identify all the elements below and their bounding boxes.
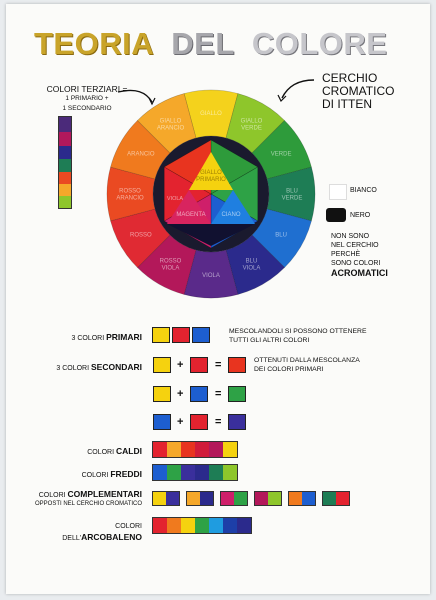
- freddi-prefix: COLORI: [81, 472, 111, 479]
- comp-5b: [302, 492, 315, 505]
- secondari-note-1: OTTENUTI DALLA MESCOLANZA: [254, 357, 360, 364]
- caldi-strip: [152, 441, 238, 458]
- wheel-segment-label: GIALLO ARANCIO: [156, 118, 185, 132]
- caldi-2: [167, 442, 181, 457]
- wheel-segment-label: ROSSO ARANCIO: [116, 188, 144, 202]
- stack-rosso-viola: [59, 132, 71, 146]
- arc-yellow: [181, 518, 195, 533]
- primari-blue: [192, 327, 210, 343]
- inner-label-magenta: MAGENTA: [176, 212, 206, 218]
- comp-pair-1: [152, 491, 180, 506]
- caldi-6: [223, 442, 237, 457]
- title-word-colore: COLORE: [251, 26, 388, 61]
- acrom-line-5: ACROMATICI: [331, 268, 388, 278]
- caldi-5: [209, 442, 223, 457]
- comp-6a: [323, 492, 336, 505]
- inner-label-ciano: CIANO: [221, 212, 241, 218]
- acromatici-note: [331, 232, 411, 278]
- caldi-prefix: COLORI: [87, 449, 117, 456]
- sec3-red: [190, 414, 208, 430]
- secondari-note: [254, 356, 360, 374]
- sec2-green: [228, 386, 246, 402]
- cerchio-line-3: DI ITTEN: [322, 97, 372, 111]
- sec1-plus: +: [177, 359, 184, 371]
- comp-3b: [234, 492, 247, 505]
- nero-swatch: [326, 208, 346, 222]
- stack-blu-viola: [59, 146, 71, 159]
- freddi-2: [167, 465, 181, 480]
- sec3-plus: +: [177, 416, 184, 428]
- primari-prefix: 3 COLORI: [71, 335, 107, 342]
- comp-pair-3: [220, 491, 248, 506]
- caldi-1: [153, 442, 167, 457]
- wheel-segment-label: GIALLO: [200, 111, 222, 117]
- arc-violet: [237, 518, 251, 533]
- secondari-strong: SECONDARI: [90, 362, 142, 372]
- comp-1a: [153, 492, 166, 505]
- sec2-plus: +: [177, 388, 184, 400]
- terziari-swatch-stack: [58, 116, 72, 209]
- bianco-swatch: [329, 184, 347, 200]
- caldi-4: [195, 442, 209, 457]
- comp-3a: [221, 492, 234, 505]
- complementari-prefix: COLORI: [38, 492, 68, 499]
- freddi-1: [153, 465, 167, 480]
- comp-4a: [255, 492, 268, 505]
- primari-note-2: TUTTI GLI ALTRI COLORI: [229, 337, 310, 344]
- comp-2b: [200, 492, 213, 505]
- wheel-segment-label: BLU VERDE: [281, 188, 303, 202]
- sec1-orange: [228, 357, 246, 373]
- stack-giallo-arancio: [59, 184, 71, 196]
- acrom-line-1: NON SONO: [331, 233, 370, 240]
- wheel-segment-label: GIALLO VERDE: [240, 118, 263, 132]
- secondari-prefix: 3 COLORI: [56, 365, 91, 372]
- sec2-equals: =: [215, 388, 222, 400]
- acrom-line-2: NEL CERCHIO: [331, 242, 379, 249]
- arcobaleno-strong: ARCOBALENO: [81, 532, 142, 542]
- wheel-segment-label: BLU: [275, 232, 287, 239]
- freddi-3: [181, 465, 195, 480]
- terziari-line-3: 1 SECONDARIO: [62, 105, 112, 112]
- stack-violet: [59, 117, 71, 132]
- complementari-line-2: OPPOSTI NEL CERCHIO CROMATICO: [34, 501, 142, 507]
- acrom-line-4: SONO COLORI: [331, 260, 381, 267]
- inner-label-primario: PRIMARIO: [196, 177, 226, 183]
- acrom-line-3: PERCHÈ: [331, 251, 361, 258]
- primari-strong: PRIMARI: [106, 332, 142, 342]
- arc-cyan: [209, 518, 223, 533]
- primari-note-1: MESCOLANDOLI SI POSSONO OTTENERE: [229, 328, 367, 335]
- primari-note: [229, 327, 366, 345]
- secondari-label: [50, 362, 142, 374]
- primari-red: [172, 327, 190, 343]
- sec3-blue: [153, 414, 171, 430]
- caldi-label: [60, 446, 142, 458]
- cerchio-line-1: CERCHIO: [322, 71, 378, 85]
- wheel-segment-label: VIOLA: [202, 273, 220, 279]
- sec2-yellow: [153, 386, 171, 402]
- bianco-label: BIANCO: [350, 187, 377, 194]
- sec3-violet: [228, 414, 246, 430]
- primari-label: [60, 332, 142, 344]
- comp-pair-4: [254, 491, 282, 506]
- sec1-red: [190, 357, 208, 373]
- caldi-3: [181, 442, 195, 457]
- comp-2a: [187, 492, 200, 505]
- freddi-4: [195, 465, 209, 480]
- complementari-label: [20, 490, 142, 509]
- comp-pair-6: [322, 491, 350, 506]
- secondari-note-2: DEI COLORI PRIMARI: [254, 366, 324, 373]
- stack-rosso-arancio: [59, 172, 71, 184]
- cerchio-line-2: CROMATICO: [322, 84, 395, 98]
- freddi-strong: FREDDI: [110, 469, 142, 479]
- sec3-equals: =: [215, 416, 222, 428]
- arcobaleno-strip: [152, 517, 252, 534]
- color-wheel: [105, 88, 317, 300]
- comp-4b: [268, 492, 281, 505]
- comp-5a: [289, 492, 302, 505]
- inner-label-viola: VIOLA: [166, 196, 184, 202]
- arcobaleno-label: [40, 522, 142, 544]
- freddi-6: [223, 465, 237, 480]
- sec1-equals: =: [215, 359, 222, 371]
- arc-blue: [223, 518, 237, 533]
- caldi-strong: CALDI: [116, 446, 142, 456]
- arcobaleno-prefix: COLORI DELL': [62, 523, 142, 542]
- comp-pair-5: [288, 491, 316, 506]
- freddi-label: [60, 469, 142, 481]
- title-word-teoria: TEORIA: [34, 26, 155, 61]
- complementari-line-1: [20, 490, 142, 500]
- arc-green: [195, 518, 209, 533]
- complementari-pairs: [152, 491, 350, 506]
- primari-yellow: [152, 327, 170, 343]
- title-word-del: DEL: [171, 26, 235, 61]
- sec2-blue: [190, 386, 208, 402]
- stack-giallo-verde: [59, 196, 71, 208]
- comp-6b: [336, 492, 349, 505]
- inner-label-giallo: GIALLO: [200, 170, 222, 176]
- nero-label: NERO: [350, 212, 371, 219]
- complementari-strong: COMPLEMENTARI: [67, 489, 142, 499]
- wheel-segment-label: ROSSO: [130, 232, 152, 239]
- wheel-segment-label: ROSSO VIOLA: [159, 258, 182, 272]
- sec1-yellow: [153, 357, 171, 373]
- stack-blu-verde: [59, 159, 71, 172]
- arc-red: [153, 518, 167, 533]
- arc-orange: [167, 518, 181, 533]
- comp-1b: [166, 492, 179, 505]
- wheel-segment-label: ARANCIO: [127, 151, 155, 158]
- wheel-segment-label: BLU VIOLA: [242, 258, 261, 272]
- terziari-line-1: COLORI TERZIARI =: [46, 84, 128, 94]
- freddi-5: [209, 465, 223, 480]
- comp-pair-2: [186, 491, 214, 506]
- freddi-strip: [152, 464, 238, 481]
- terziari-line-2: 1 PRIMARIO +: [65, 95, 109, 102]
- wheel-segment-label: VERDE: [270, 151, 292, 158]
